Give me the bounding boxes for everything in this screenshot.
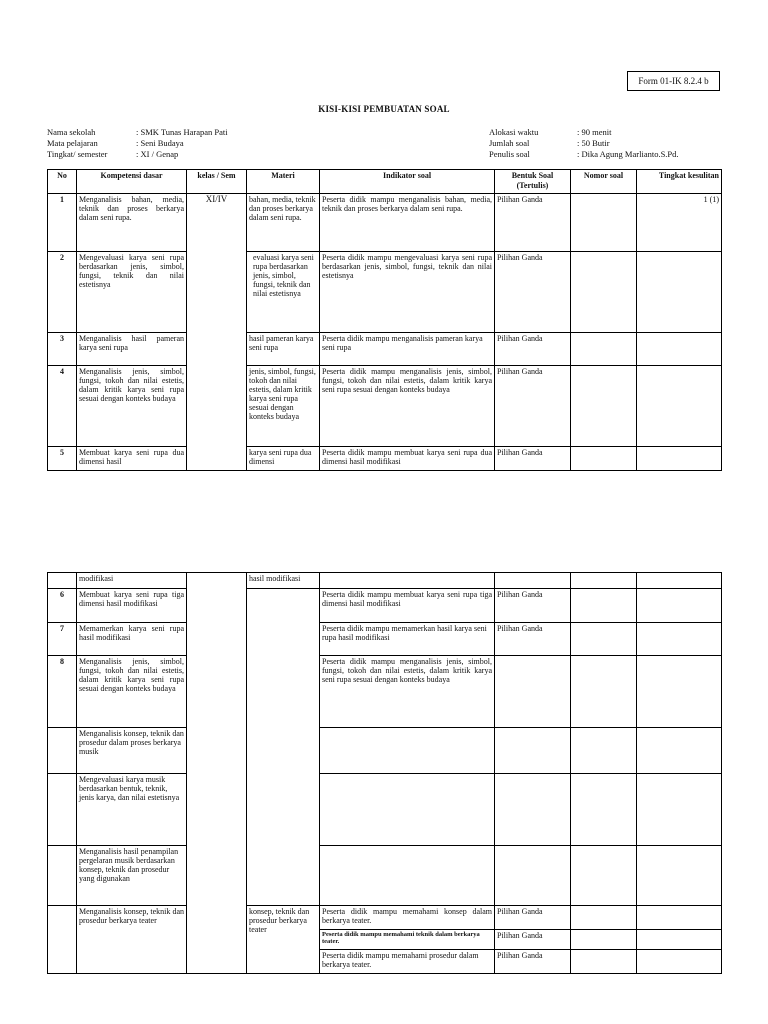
row-kd: Menganalisis konsep, teknik dan prosedur berkarya teater (77, 906, 187, 974)
row-indikator (320, 774, 495, 846)
document-title: KISI-KISI PEMBUATAN SOAL (318, 104, 450, 114)
table-row (48, 333, 722, 366)
row-kd: Menganalisis bahan, media, teknik dan proses berkarya dalam seni rupa. (77, 194, 187, 252)
row-nomor (571, 623, 637, 656)
row-indikator: Peserta didik mampu membuat karya seni rupa tiga dimensi hasil modifikasi (320, 589, 495, 623)
row-nomor (571, 333, 637, 366)
info-label: Alokasi waktu (489, 127, 539, 137)
row-no: 6 (48, 589, 77, 623)
row-no (48, 846, 77, 906)
header-no: No (48, 170, 77, 194)
row-no: 5 (48, 447, 77, 471)
row-no: 2 (48, 252, 77, 333)
table-row (48, 846, 722, 906)
row-tingkat (637, 589, 722, 623)
table-header-row (48, 170, 722, 194)
row-nomor (571, 906, 637, 930)
row-kd: Memamerkan karya seni rupa hasil modifikasi (77, 623, 187, 656)
row-no (48, 728, 77, 774)
kisi-table-page2 (47, 572, 722, 974)
header-materi: Materi (247, 170, 320, 194)
row-nomor (571, 573, 637, 589)
row-nomor (571, 656, 637, 728)
header-nomor: Nomor soal (571, 170, 637, 194)
row-no: 7 (48, 623, 77, 656)
row-kd: Menganalisis hasil pameran karya seni rupa (77, 333, 187, 366)
info-value: : SMK Tunas Harapan Pati (136, 127, 228, 137)
row-materi: bahan, media, teknik dan proses berkarya dalam seni rupa. (247, 194, 320, 252)
row-bentuk: Pilihan Ganda (495, 950, 571, 974)
row-no: 4 (48, 366, 77, 447)
row-bentuk: Pilihan Ganda (495, 194, 571, 252)
row-kd: Menganalisis hasil penampilan pergelaran musik berdasarkan konsep, teknik dan prosedur yang digunakan (77, 846, 187, 906)
row-nomor (571, 194, 637, 252)
row-indikator: Peserta didik mampu menganalisis bahan, media, teknik dan proses berkarya dalam seni rupa. (320, 194, 495, 252)
row-bentuk: Pilihan Ganda (495, 252, 571, 333)
row-nomor (571, 846, 637, 906)
row-no (48, 573, 77, 589)
row-no: 1 (48, 194, 77, 252)
header-tingkat: Tingkat kesulitan (637, 170, 722, 194)
row-tingkat (637, 366, 722, 447)
row-no (48, 774, 77, 846)
row-materi: hasil modifikasi (247, 573, 320, 589)
table-row (48, 194, 722, 252)
info-label: Nama sekolah (47, 127, 96, 137)
row-bentuk: Pilihan Ganda (495, 366, 571, 447)
row-nomor (571, 252, 637, 333)
info-left-values (136, 127, 228, 160)
row-materi (247, 846, 320, 906)
row-no (48, 906, 77, 974)
row-nomor (571, 447, 637, 471)
row-indikator: Peserta didik mampu menganalisis jenis, simbol, fungsi, tokoh dan nilai estetis, dalam kritik karya seni rupa sesuai dengan konteks budaya (320, 366, 495, 447)
row-tingkat (637, 656, 722, 728)
table-row (48, 447, 722, 471)
row-indikator: Peserta didik mampu memahami teknik dalam berkarya teater. (320, 930, 495, 950)
row-kd: Mengevaluasi karya seni rupa berdasarkan jenis, simbol, fungsi, teknik dan nilai estetisnya (77, 252, 187, 333)
row-tingkat (637, 447, 722, 471)
kisi-table-page1 (47, 169, 722, 471)
row-indikator: Peserta didik mampu memahami konsep dalam berkarya teater. (320, 906, 495, 930)
row-indikator (320, 846, 495, 906)
kelas-cell: XI/IV (187, 194, 247, 471)
row-indikator: Peserta didik mampu memahami prosedur dalam berkarya teater. (320, 950, 495, 974)
row-materi (247, 774, 320, 846)
table-row (48, 906, 722, 930)
table-row (48, 589, 722, 623)
row-nomor (571, 366, 637, 447)
row-tingkat (637, 252, 722, 333)
row-tingkat (637, 846, 722, 906)
row-tingkat (637, 906, 722, 930)
row-no: 8 (48, 656, 77, 728)
row-indikator: Peserta didik mampu menganalisis pameran karya seni rupa (320, 333, 495, 366)
info-label: Penulis soal (489, 149, 530, 159)
row-bentuk: Pilihan Ganda (495, 333, 571, 366)
info-left-labels (47, 127, 107, 160)
row-bentuk (495, 846, 571, 906)
info-right-values (577, 127, 679, 160)
table-row (48, 573, 722, 589)
row-indikator (320, 573, 495, 589)
row-bentuk: Pilihan Ganda (495, 623, 571, 656)
row-materi (247, 728, 320, 774)
table-row (48, 252, 722, 333)
row-bentuk: Pilihan Ganda (495, 930, 571, 950)
row-kd: Menganalisis jenis, simbol, fungsi, tokoh dan nilai estetis, dalam kritik karya seni rupa sesuai dengan konteks budaya (77, 366, 187, 447)
row-nomor (571, 774, 637, 846)
header-bentuk: Bentuk Soal (Tertulis) (495, 170, 571, 194)
row-materi: karya seni rupa dua dimensi (247, 447, 320, 471)
row-no: 3 (48, 333, 77, 366)
form-code: Form 01-IK 8.2.4 b (627, 71, 720, 91)
info-label: Tingkat/ semester (47, 149, 108, 159)
row-bentuk: Pilihan Ganda (495, 447, 571, 471)
info-value: : 50 Butir (577, 138, 610, 148)
row-tingkat (637, 774, 722, 846)
row-tingkat (637, 728, 722, 774)
table-row (48, 366, 722, 447)
row-bentuk: Pilihan Ganda (495, 906, 571, 930)
row-kd: Menganalisis konsep, teknik dan prosedur dalam proses berkarya musik (77, 728, 187, 774)
info-right-labels (489, 127, 538, 160)
kelas-cell (187, 573, 247, 974)
row-materi: hasil pameran karya seni rupa (247, 333, 320, 366)
info-value: : Dika Agung Marlianto.S.Pd. (577, 149, 679, 159)
row-tingkat (637, 333, 722, 366)
row-bentuk (495, 774, 571, 846)
row-indikator (320, 728, 495, 774)
row-indikator: Peserta didik mampu memamerkan hasil karya seni rupa hasil modifikasi (320, 623, 495, 656)
row-kd: Menganalisis jenis, simbol, fungsi, tokoh dan nilai estetis, dalam kritik karya seni rupa sesuai dengan konteks budaya (77, 656, 187, 728)
row-materi: konsep, teknik dan prosedur berkarya teater (247, 906, 320, 974)
table-row (48, 656, 722, 728)
row-tingkat (637, 930, 722, 950)
info-value: : XI / Genap (136, 149, 179, 159)
header-kelas: kelas / Sem (187, 170, 247, 194)
table-row (48, 774, 722, 846)
row-kd: modifikasi (77, 573, 187, 589)
info-value: : 90 menit (577, 127, 612, 137)
row-nomor (571, 589, 637, 623)
row-materi: evaluasi karya seni rupa berdasarkan jenis, simbol, fungsi, teknik dan nilai estetisnya (247, 252, 320, 333)
row-indikator: Peserta didik mampu mengevaluasi karya seni rupa berdasarkan jenis, simbol, fungsi, teknik dan nilai estetisnya (320, 252, 495, 333)
info-label: Mata pelajaran (47, 138, 98, 148)
table-row (48, 728, 722, 774)
row-indikator: Peserta didik mampu membuat karya seni rupa dua dimensi hasil modifikasi (320, 447, 495, 471)
row-materi (247, 589, 320, 623)
row-materi (247, 656, 320, 728)
table-row (48, 623, 722, 656)
row-bentuk: Pilihan Ganda (495, 589, 571, 623)
row-tingkat (637, 950, 722, 974)
header-indikator: Indikator soal (320, 170, 495, 194)
row-bentuk (495, 728, 571, 774)
row-kd: Membuat karya seni rupa tiga dimensi hasil modifikasi (77, 589, 187, 623)
row-tingkat (637, 573, 722, 589)
row-materi (247, 623, 320, 656)
row-nomor (571, 930, 637, 950)
row-bentuk (495, 573, 571, 589)
row-tingkat: 1 (1) (637, 194, 722, 252)
header-kompetensi: Kompetensi dasar (77, 170, 187, 194)
info-value: : Seni Budaya (136, 138, 184, 148)
row-kd: Membuat karya seni rupa dua dimensi hasil (77, 447, 187, 471)
row-indikator: Peserta didik mampu menganalisis jenis, simbol, fungsi, tokoh dan nilai estetis, dalam kritik karya seni rupa sesuai dengan konteks budaya (320, 656, 495, 728)
info-label: Jumlah soal (489, 138, 530, 148)
row-nomor (571, 950, 637, 974)
row-kd: Mengevaluasi karya musik berdasarkan bentuk, teknik, jenis karya, dan nilai estetisnya (77, 774, 187, 846)
row-nomor (571, 728, 637, 774)
row-materi: jenis, simbol, fungsi, tokoh dan nilai estetis, dalam kritik karya seni rupa sesuai dengan konteks budaya (247, 366, 320, 447)
row-tingkat (637, 623, 722, 656)
row-bentuk (495, 656, 571, 728)
